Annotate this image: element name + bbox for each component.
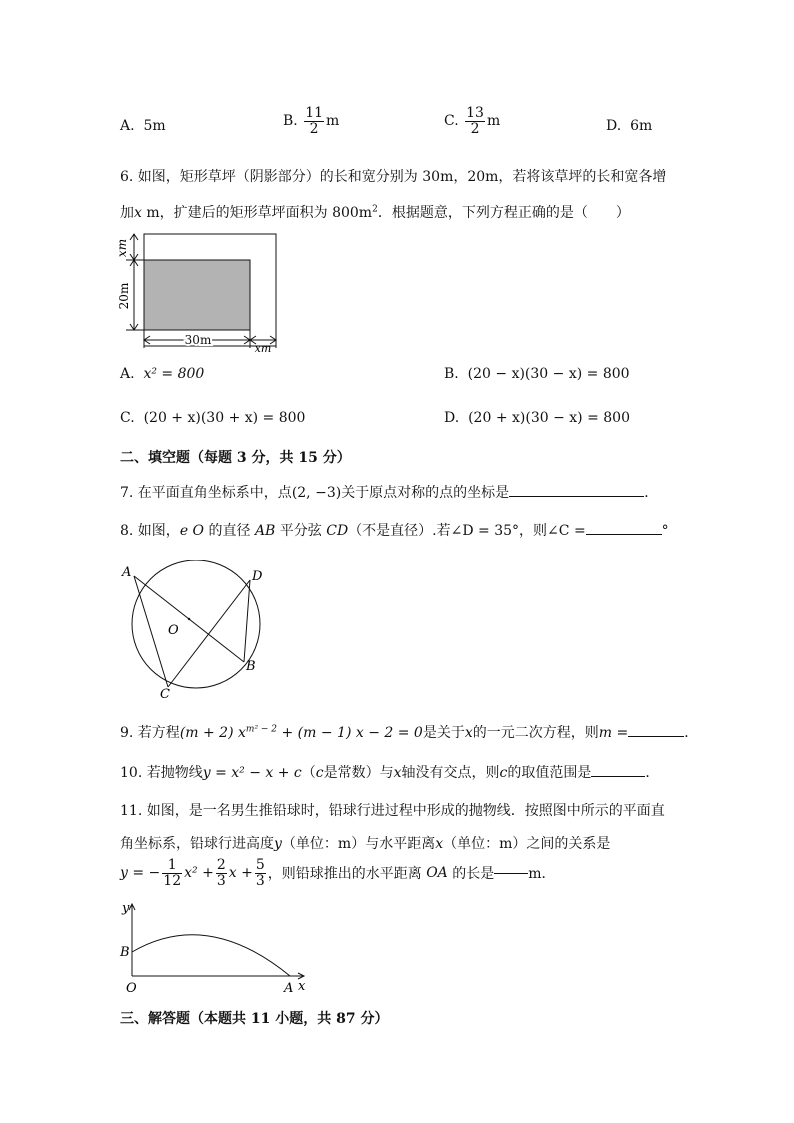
answer-blank[interactable] — [494, 873, 528, 874]
q11-figure-parabola — [112, 900, 312, 996]
label-b: B — [246, 659, 256, 674]
label-xm-right: xm — [254, 342, 272, 355]
q5-option-c: C. $\frac{13}{2}$ m — [444, 105, 501, 137]
center-point — [188, 618, 190, 620]
label-x: x — [298, 979, 306, 994]
q6-option-a: A. x² = 800 — [120, 366, 205, 382]
label-c: C — [160, 687, 170, 700]
chord-ac — [134, 576, 168, 687]
q8-text: 8. 如图，e O 的直径 AB 平分弦 CD（不是直径）.若∠D = 35°，则∠C = ° — [120, 523, 669, 539]
section-2-heading: 二、填空题（每题 3 分，共 15 分） — [120, 450, 351, 466]
label-a: A — [284, 981, 294, 996]
q11-line2: 角坐标系，铅球行进高度y（单位：m）与水平距离x（单位：m）之间的关系是 — [120, 836, 611, 852]
fraction: $\frac{13}{2}$ — [466, 105, 484, 137]
q10-text: 10. 若抛物线y = x² − x + c（c是常数）与x轴没有交点，则c的取值范围是 ． — [120, 765, 660, 781]
q5-option-a: A. 5m — [120, 118, 166, 134]
label-xm-left: xm — [115, 238, 129, 258]
chord-db — [244, 580, 250, 662]
q5-option-d: D. 6m — [606, 118, 653, 134]
answer-blank[interactable] — [591, 776, 645, 777]
answer-blank[interactable] — [509, 496, 644, 497]
q7-text: 7. 在平面直角坐标系中，点(2, −3)关于原点对称的点的坐标是 ． — [120, 485, 659, 501]
q6-option-c: C. (20 + x)(30 + x) = 800 — [120, 410, 306, 426]
q11-line3: y = − $\frac{1}{12}$ x² + $\frac{2}{3}$ x + $\frac{5}{3}$ ，则铅球推出的水平距离 OA 的长是 m． — [120, 857, 556, 889]
chord-cd — [168, 580, 250, 687]
label-a: A — [122, 565, 132, 580]
label-30m: 30m — [184, 333, 212, 347]
label-20m: 20m — [117, 282, 131, 310]
label-y: y — [122, 901, 130, 916]
q5-option-b: B. $\frac{11}{2}$ m — [283, 105, 340, 137]
q6-line1: 6. 如图，矩形草坪（阴影部分）的长和宽分别为 30m，20m，若将该草坪的长和宽各增 — [120, 169, 667, 185]
label-o: O — [168, 623, 179, 638]
q6-option-d: D. (20 + x)(30 − x) = 800 — [444, 410, 630, 426]
q9-text: 9. 若方程(m + 2) $x^{m^2 - 2} + (m - 1) x - 2 = 0$是关于x的一元二次方程，则m = ． — [120, 724, 699, 741]
fraction: $\frac{11}{2}$ — [305, 105, 324, 137]
section-3-heading: 三、解答题（本题共 11 小题，共 87 分） — [120, 1011, 389, 1027]
q11-line1: 11. 如图，是一名男生推铅球时，铅球行进过程中形成的抛物线．按照图中所示的平面直 — [120, 803, 665, 819]
parabola-curve — [132, 935, 290, 976]
q8-figure-circle — [112, 560, 282, 700]
q6-figure-rectangle — [112, 230, 287, 355]
answer-blank[interactable] — [628, 736, 684, 737]
label-o: O — [126, 981, 137, 996]
shaded-lawn — [144, 260, 250, 330]
label-d: D — [252, 569, 263, 584]
label-b: B — [120, 945, 130, 960]
q6-line2: 加x m，扩建后的矩形草坪面积为 $800m^2$．根据题意，下列方程正确的是（ ） — [120, 204, 630, 221]
q6-option-b: B. (20 − x)(30 − x) = 800 — [444, 366, 630, 382]
answer-blank[interactable] — [586, 534, 662, 535]
